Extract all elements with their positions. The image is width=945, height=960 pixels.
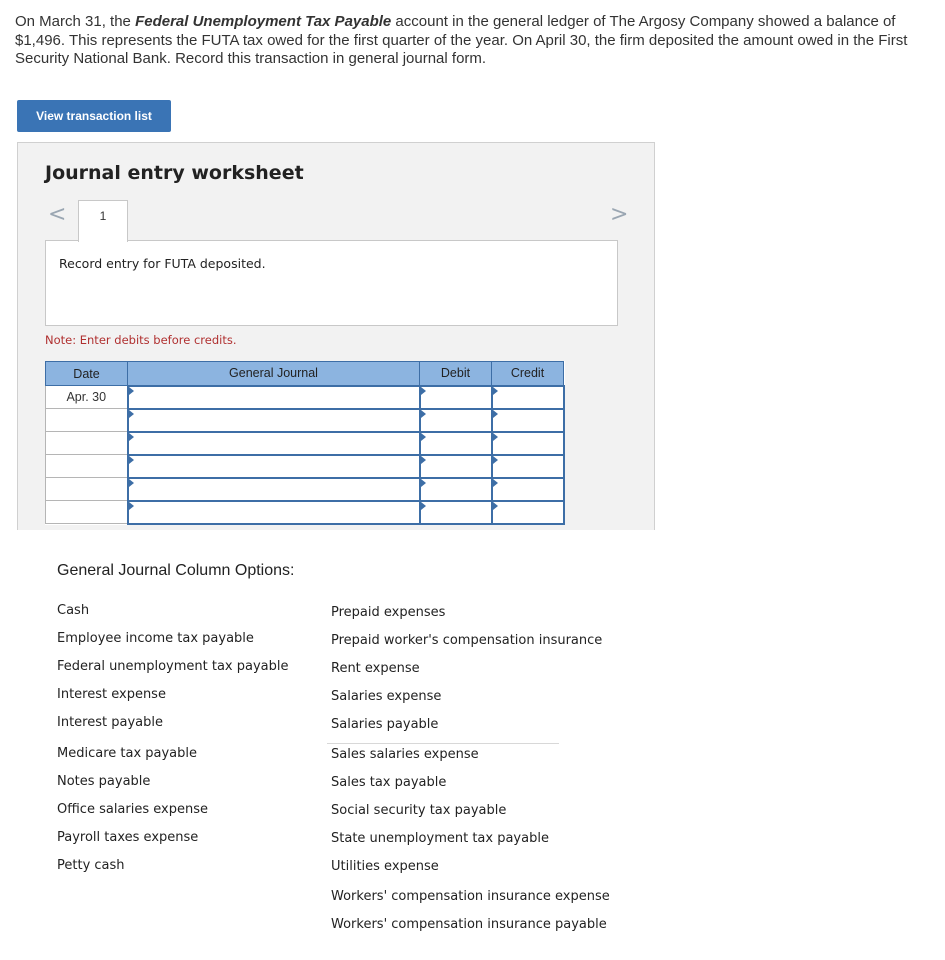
credit-input[interactable] — [492, 386, 564, 409]
option-left: Employee income tax payable — [57, 631, 254, 646]
table-row — [46, 455, 564, 478]
date-cell: Apr. 30 — [46, 386, 128, 409]
debit-input[interactable] — [420, 432, 492, 455]
table-row — [46, 386, 564, 409]
date-cell — [46, 478, 128, 501]
debit-input[interactable] — [420, 455, 492, 478]
table-row — [46, 501, 564, 524]
credit-input[interactable] — [492, 455, 564, 478]
date-cell — [46, 432, 128, 455]
journal-entry-worksheet — [17, 142, 655, 530]
debit-input[interactable] — [420, 409, 492, 432]
option-right: Utilities expense — [331, 859, 439, 874]
option-right: Rent expense — [331, 661, 420, 676]
options-divider — [327, 743, 559, 744]
option-right: Prepaid expenses — [331, 605, 446, 620]
problem-statement — [15, 13, 930, 69]
debit-credit-note: Note: Enter debits before credits. — [45, 333, 237, 347]
column-options-title: General Journal Column Options: — [57, 562, 295, 579]
option-right: Workers' compensation insurance payable — [331, 917, 607, 932]
date-cell — [46, 455, 128, 478]
debit-header: Debit — [420, 362, 492, 386]
chevron-right-icon[interactable]: > — [610, 202, 629, 227]
worksheet-title: Journal entry worksheet — [45, 162, 304, 184]
table-row — [46, 409, 564, 432]
option-right: Salaries expense — [331, 689, 442, 704]
date-cell — [46, 409, 128, 432]
option-right: Prepaid worker's compensation insurance — [331, 633, 603, 648]
option-left: Interest payable — [57, 715, 163, 730]
account-input[interactable] — [128, 409, 420, 432]
credit-input[interactable] — [492, 501, 564, 524]
account-input[interactable] — [128, 386, 420, 409]
view-transaction-list-button[interactable]: View transaction list — [17, 100, 171, 132]
table-row — [46, 478, 564, 501]
option-right: Sales tax payable — [331, 775, 447, 790]
debit-input[interactable] — [420, 386, 492, 409]
option-left: Cash — [57, 603, 90, 618]
debit-input[interactable] — [420, 501, 492, 524]
option-left: Office salaries expense — [57, 802, 208, 817]
date-header: Date — [46, 362, 128, 386]
option-right: State unemployment tax payable — [331, 831, 549, 846]
account-input[interactable] — [128, 478, 420, 501]
general-journal-header: General Journal — [128, 362, 420, 386]
account-input[interactable] — [128, 455, 420, 478]
option-right: Salaries payable — [331, 717, 439, 732]
option-left: Petty cash — [57, 858, 125, 873]
option-right: Workers' compensation insurance expense — [331, 889, 610, 904]
chevron-left-icon[interactable]: < — [48, 202, 67, 227]
general-journal-table — [45, 361, 565, 525]
date-cell — [46, 501, 128, 524]
option-left: Federal unemployment tax payable — [57, 659, 289, 674]
problem-text-1: On March 31, the — [15, 13, 136, 30]
option-left: Medicare tax payable — [57, 746, 198, 761]
option-left: Interest expense — [57, 687, 166, 702]
option-left: Payroll taxes expense — [57, 830, 199, 845]
problem-emphasis: Federal Unemployment Tax Payable — [135, 13, 392, 30]
entry-description: Record entry for FUTA deposited. — [45, 240, 618, 326]
tab-1[interactable]: 1 — [78, 200, 128, 242]
option-right: Sales salaries expense — [331, 747, 479, 762]
account-input[interactable] — [128, 432, 420, 455]
problem-text-2: account in the general ledger of The Argosy Company showed a balance of $1,496. This represents the FUTA tax owed for the first quarter of the year. On April 30, the firm deposited the amount owed in the First Security National Bank. Record this transaction in general journal form. — [15, 13, 908, 67]
table-row — [46, 432, 564, 455]
account-input[interactable] — [128, 501, 420, 524]
option-left: Notes payable — [57, 774, 151, 789]
credit-input[interactable] — [492, 432, 564, 455]
credit-input[interactable] — [492, 409, 564, 432]
debit-input[interactable] — [420, 478, 492, 501]
option-right: Social security tax payable — [331, 803, 507, 818]
credit-input[interactable] — [492, 478, 564, 501]
credit-header: Credit — [492, 362, 564, 386]
